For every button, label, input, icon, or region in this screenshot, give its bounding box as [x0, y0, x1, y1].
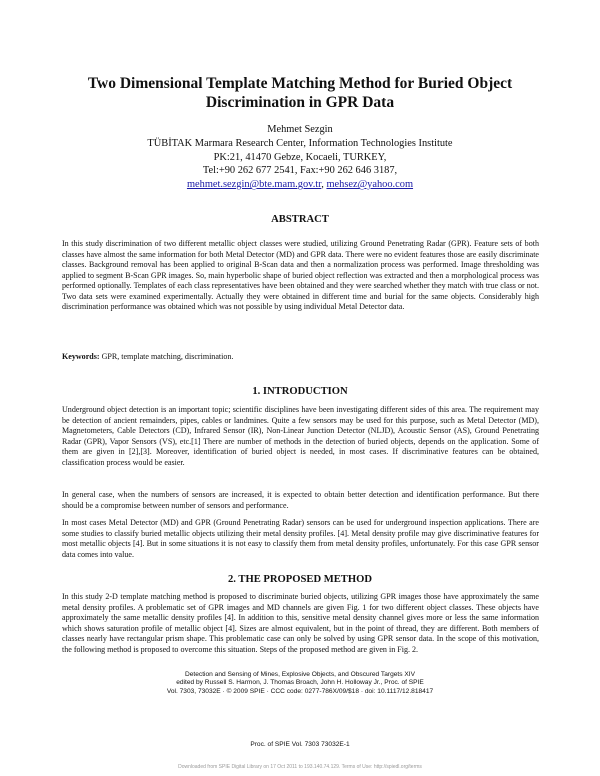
- introduction-heading: 1. INTRODUCTION: [252, 386, 348, 397]
- abstract-text: In this study discrimination of two different metallic object classes were studied, utilizing Ground Penetrating Radar (GPR). Feature sets of both classes have almost the same information for both Metal Detector (MD) and GPR data. There were no evident features those are easily discriminate classes. Background removal has been applied to original B-Scan data and then a normalization process was performed. Image thresholding was applied to segment B-Scan GPR images. So, main hyperbolic shape of buried object reflection was extracted and then a morphological process was performed optionally. Templates of each class representatives have been obtained and they were searched whether they match with true class or not. Two data sets were examined experimentally. Actually they were obtained in different time and burial for the same objects. Considerably high discrimination performance was obtained which was not possible by using individual Metal Detector data.: [62, 239, 539, 312]
- proceedings-footer: [60, 671, 540, 696]
- page-info: Proc. of SPIE Vol. 7303 73032E-1: [250, 741, 350, 748]
- footer-line-1: Detection and Sensing of Mines, Explosive Objects, and Obscured Targets XIV: [184, 671, 416, 678]
- title-line-1: Two Dimensional Template Matching Method for Buried Object: [87, 75, 513, 92]
- author-block: [60, 123, 540, 192]
- affiliation: TÜBİTAK Marmara Research Center, Information Technologies Institute: [147, 137, 453, 149]
- footer-line-2: edited by Russell S. Harmon, J. Thomas Broach, John H. Holloway Jr., Proc. of SPIE: [176, 679, 424, 687]
- contact-phone: Tel:+90 262 677 2541, Fax:+90 262 646 3187,: [202, 165, 398, 177]
- introduction-paragraph-2: In general case, when the numbers of sensors are increased, it is expected to obtain better detection and identification performance. But there should be a compromise between number of sensors and performance.: [62, 490, 539, 510]
- email-separator: ,: [321, 179, 327, 191]
- introduction-paragraph-1: Underground object detection is an important topic; scientific disciplines have been investigating different sides of this area. The requirement may be detection of ancient remainders, pipes, cables or landmines. Quite a few sensors may be used for this purpose, such as Metal Detector (MD), Magnetometers, Cable Detectors (CD), Infrared Sensor (IR), Non-Linear Junction Detector (NLJD), Acoustic Sensor (AS), Ground Penetrating Radar (GPR), Vapor Sensors (VS), etc.[1] There are number of methods in the detection of buried objects, depends on the application. Some of them are given in [2],[3]. Moreover, identification of buried object is needed, in most cases. If discriminative features can be obtained, classification process would be easier.: [62, 405, 539, 467]
- proposed-method-heading: 2. THE PROPOSED METHOD: [227, 574, 372, 585]
- introduction-paragraph-3: In most cases Metal Detector (MD) and GPR (Ground Penetrating Radar) sensors can be used for underground inspection applications. There are some studies to classify buried metallic objects utilizing their metal density profiles. [4]. Metal density profile may give discriminative features for most metallic objects [4]. But in some situations it is not easy to classify them from metal density profiles, unfortunately. For this case GPR sensor data comes into value.: [62, 518, 539, 559]
- keywords-text: GPR, template matching, discrimination.: [99, 352, 234, 361]
- address: PK:21, 41470 Gebze, Kocaeli, TURKEY,: [213, 151, 387, 163]
- email-line: [60, 178, 540, 192]
- keywords-label: Keywords:: [62, 352, 100, 361]
- author-name: Mehmet Sezgin: [267, 124, 333, 135]
- footer-line-3: Vol. 7303, 73032E · © 2009 SPIE · CCC code: 0277-786X/09/$18 · doi: 10.1117/12.818417: [166, 687, 434, 695]
- download-note: Downloaded from SPIE Digital Library on 17 Oct 2011 to 193.140.74.129. Terms of Use: http://spiedl.org/terms: [178, 764, 422, 770]
- paper-title: [60, 74, 540, 112]
- proposed-method-paragraph-1: In this study 2-D template matching method is proposed to discriminate buried objects, utilizing GPR images those have approximately the same metal density profiles. A problematic set of GPR images and MD channels are given Fig. 1 for two different object classes. These objects have approximately the same metallic density profiles [4]. In addition to this, sensitive metal density channel gives more or less the same information which shows saturation profile of metallic object [4]. Sizes are almost equivalent, but in the point of thread, they are different. Both members of classes nearly have rectangular prism shape. This problematic case can only be solved by using GPR sensor data. In the scope of this motivation, the following method is proposed to overcome this situation. Steps of the proposed method are given in Fig. 2.: [62, 592, 539, 654]
- email-link-2[interactable]: mehsez@yahoo.com: [326, 179, 414, 191]
- keywords: [62, 352, 539, 363]
- email-link-1[interactable]: mehmet.sezgin@bte.mam.gov.tr: [186, 179, 322, 191]
- title-line-2: Discrimination in GPR Data: [205, 94, 395, 111]
- abstract-heading: ABSTRACT: [271, 214, 329, 225]
